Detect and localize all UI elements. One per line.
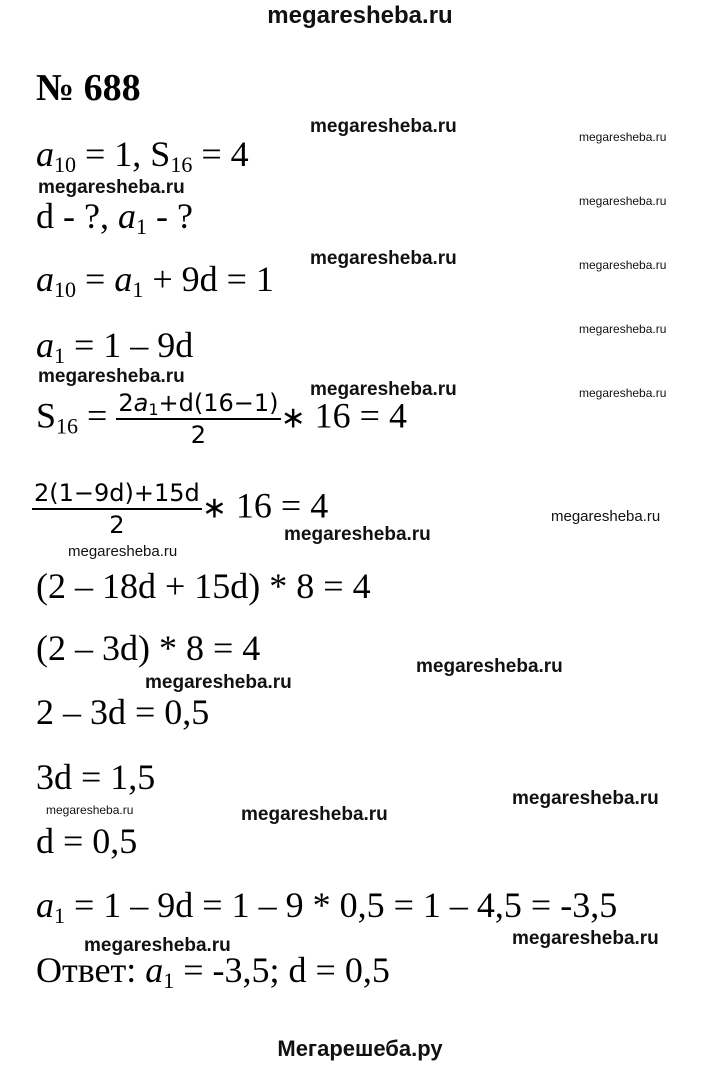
var-a: a [114,259,133,299]
fraction-denominator: 2 [190,421,207,449]
eq-text: d - ?, [36,196,118,236]
watermark: megaresheba.ru [145,672,292,693]
equation-line [36,259,274,302]
var-a: a [145,950,164,990]
fraction-numerator [116,388,280,420]
watermark: megaresheba.ru [46,803,134,817]
equation-line [36,325,194,368]
watermark: megaresheba.ru [551,508,661,525]
eq-text: Ответ: [36,950,146,990]
var-a: a [117,196,136,236]
subscript: 1 [148,400,159,419]
watermark: megaresheba.ru [310,116,457,137]
watermark: megaresheba.ru [416,656,563,677]
subscript: 1 [132,277,144,302]
multiply-sign: ∗ [280,400,306,436]
subscript: 10 [54,152,76,177]
eq-text: 16 = 4 [305,395,407,436]
var-a: a [133,389,149,417]
eq-text: = 1, S [76,134,171,174]
var-a: a [36,134,54,174]
header-site-name[interactable]: megaresheba.ru [267,2,453,29]
eq-text: = 1 – 9d = 1 – 9 * 0,5 = 1 – 4,5 = -3,5 [65,885,618,925]
fraction-denominator: 2 [109,511,125,539]
equation-line: 3d = 1,5 [36,757,156,797]
subscript: 1 [54,903,65,928]
equation-line: d = 0,5 [36,821,138,861]
watermark: megaresheba.ru [241,804,388,825]
equation-line: (2 – 18d + 15d) * 8 = 4 [36,566,371,606]
var-a: a [36,885,54,925]
eq-text: 16 = 4 [226,485,329,526]
fraction [32,478,202,540]
equation-line: 2 – 3d = 0,5 [36,692,210,732]
watermark: megaresheba.ru [579,322,667,336]
eq-text: = 1 – 9d [65,325,194,365]
multiply-sign: ∗ [201,490,227,526]
eq-text: 2 [118,389,134,417]
result-line [36,885,618,928]
watermark: megaresheba.ru [579,130,667,144]
subscript: 1 [163,968,175,993]
fraction-numerator: 2(1−9d)+15d [32,478,202,510]
watermark: megaresheba.ru [38,177,185,198]
watermark: megaresheba.ru [68,543,178,560]
eq-text: = 4 [192,134,249,174]
footer-site-name[interactable]: Мегарешеба.ру [277,1036,443,1061]
watermark: megaresheba.ru [512,928,659,949]
watermark: megaresheba.ru [284,524,431,545]
watermark: megaresheba.ru [579,386,667,400]
watermark: megaresheba.ru [579,194,667,208]
eq-text: = [78,395,117,436]
find-line [36,196,193,239]
var-a: a [36,259,54,299]
eq-text: + 9d = 1 [143,259,274,299]
watermark: megaresheba.ru [310,248,457,269]
problem-number: № 688 [36,67,141,109]
eq-text: +d(16−1) [158,389,279,417]
subscript: 16 [56,413,79,439]
watermark: megaresheba.ru [512,788,659,809]
eq-text: = [76,259,115,299]
given-line [36,134,249,177]
subscript: 16 [170,152,193,177]
watermark: megaresheba.ru [579,258,667,272]
watermark: megaresheba.ru [310,379,457,400]
eq-text: S [36,395,57,436]
eq-text: = -3,5; d = 0,5 [174,950,390,990]
subscript: 1 [135,214,147,239]
subscript: 10 [54,277,76,302]
equation-line: (2 – 3d) * 8 = 4 [36,628,261,668]
var-a: a [36,325,54,365]
watermark: megaresheba.ru [84,935,231,956]
watermark: megaresheba.ru [38,366,185,387]
subscript: 1 [54,343,65,368]
eq-text: - ? [146,196,193,236]
fraction [116,388,280,450]
